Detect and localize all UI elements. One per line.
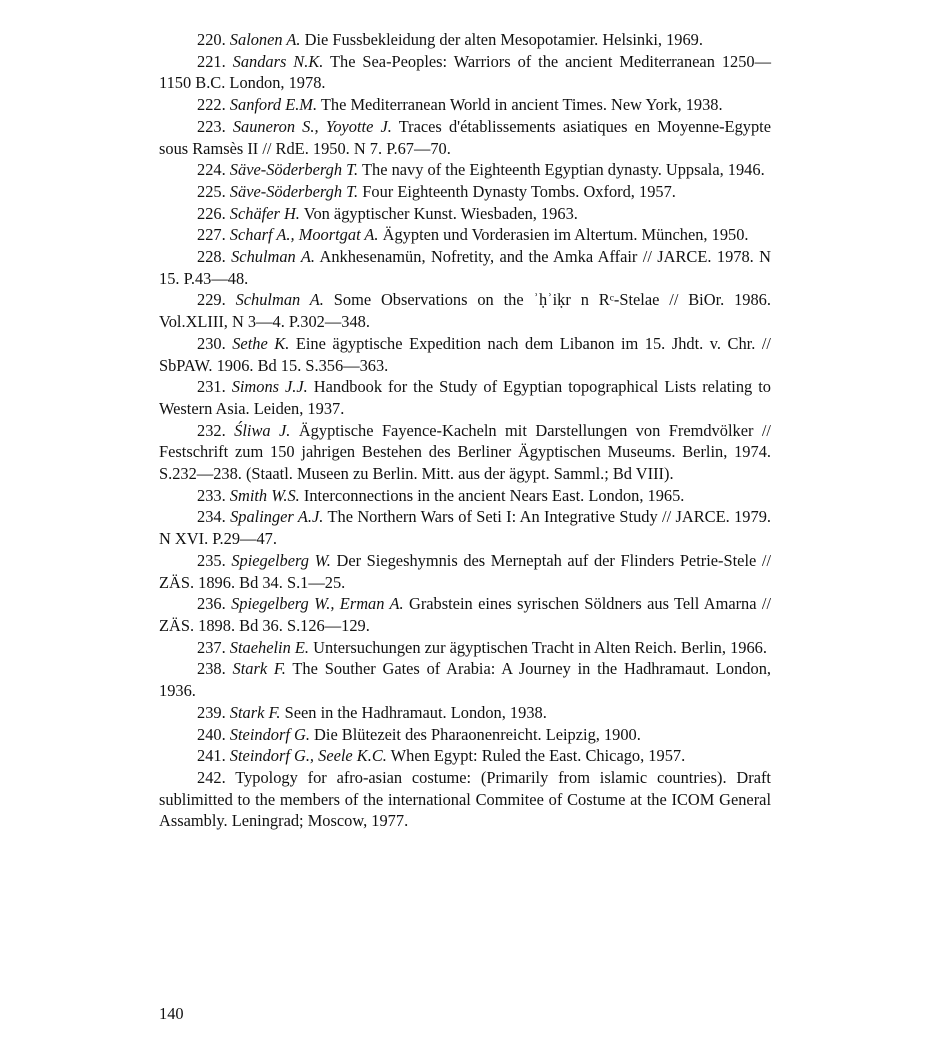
entry-text: Handbook for the Study of Egyptian topographical Lists relating to Western Asia. Leiden, 1937. bbox=[159, 377, 771, 418]
entry-number: 232. bbox=[197, 420, 226, 440]
entry-author: Scharf A., Moortgat A. bbox=[229, 225, 379, 245]
bibliography-entry bbox=[159, 29, 771, 51]
entry-text: Interconnections in the ancient Nears East. London, 1965. bbox=[303, 485, 685, 505]
entry-text: The navy of the Eighteenth Egyptian dynasty. Uppsala, 1946. bbox=[361, 160, 765, 180]
entry-author: Schulman A. bbox=[231, 247, 315, 267]
entry-number: 239. bbox=[197, 702, 226, 722]
entry-number: 227. bbox=[197, 225, 226, 245]
entry-text: Traces d'établissements asiatiques en Moyenne-Egypte sous Ramsès II // RdE. 1950. N 7. P.67—70. bbox=[159, 116, 771, 158]
entry-text: Der Siegeshymnis des Merneptah auf der Flinders Petrie-Stele // ZÄS. 1896. Bd 34. S.1—25. bbox=[159, 550, 771, 592]
entry-number: 223. bbox=[197, 116, 226, 136]
entry-author: Sanford E.M. bbox=[229, 95, 318, 115]
bibliography-entry bbox=[159, 637, 771, 659]
entry-author: Steindorf G. bbox=[229, 724, 310, 744]
entry-text: Grabstein eines syrischen Söldners aus Tell Amarna // ZÄS. 1898. Bd 36. S.126—129. bbox=[159, 594, 771, 635]
bibliography-entry bbox=[159, 51, 771, 94]
entry-text: Four Eighteenth Dynasty Tombs. Oxford, 1957. bbox=[362, 181, 676, 201]
bibliography-entry bbox=[159, 94, 771, 116]
entry-author: Simons J.J. bbox=[231, 377, 308, 397]
entry-number: 241. bbox=[197, 746, 226, 766]
bibliography-entry bbox=[159, 724, 771, 746]
bibliography-entry bbox=[159, 550, 771, 593]
entry-number: 230. bbox=[197, 333, 226, 353]
bibliography-entry bbox=[159, 702, 771, 724]
entry-text: The Northern Wars of Seti I: An Integrative Study // JARCE. 1979. N XVI. P.29—47. bbox=[159, 507, 771, 549]
entry-number: 221. bbox=[197, 51, 226, 71]
entry-author: Staehelin E. bbox=[229, 637, 309, 657]
entry-author: Sandars N.K. bbox=[232, 51, 324, 71]
bibliography-entry bbox=[159, 485, 771, 507]
entry-author: Spiegelberg W. bbox=[231, 550, 331, 570]
entry-author: Säve-Söderbergh T. bbox=[229, 160, 359, 180]
entry-author: Smith W.S. bbox=[229, 485, 300, 505]
bibliography-entry bbox=[159, 116, 771, 159]
entry-text: Ägyptische Fayence-Kacheln mit Darstellungen von Fremdvölker // Festschrift zum 150 jahrigen Bestehen des Berliner Ägyptischen Museums. Berlin, 1974. S.232—238. (Staatl. Museen zu Berlin. Mitt. aus der ägypt. Samml.; Bd VIII). bbox=[159, 420, 771, 484]
entry-author: Steindorf G., Seele K.C. bbox=[229, 746, 387, 766]
entry-author: Schäfer H. bbox=[229, 203, 300, 223]
entry-text: Ägypten und Vorderasien im Altertum. München, 1950. bbox=[382, 225, 749, 245]
bibliography-entry bbox=[159, 658, 771, 701]
entry-number: 225. bbox=[197, 181, 226, 201]
bibliography-entry bbox=[159, 159, 771, 181]
entry-author: Säve-Söderbergh T. bbox=[229, 181, 359, 201]
entry-author: Spalinger A.J. bbox=[230, 507, 324, 527]
entry-number: 242. bbox=[197, 767, 226, 787]
bibliography-entry bbox=[159, 203, 771, 225]
bibliography-entry bbox=[159, 506, 771, 549]
entry-author: Sauneron S., Yoyotte J. bbox=[232, 116, 392, 136]
entry-number: 240. bbox=[197, 724, 226, 744]
entry-text: Die Fussbekleidung der alten Mesopotamier. Helsinki, 1969. bbox=[304, 30, 703, 49]
entry-number: 236. bbox=[197, 594, 226, 614]
entry-text: Die Blütezeit des Pharaonenreicht. Leipzig, 1900. bbox=[314, 724, 641, 744]
entry-text: Seen in the Hadhramaut. London, 1938. bbox=[284, 702, 547, 722]
bibliography-entry bbox=[159, 376, 771, 419]
entry-text: The Mediterranean World in ancient Times. New York, 1938. bbox=[320, 95, 723, 115]
entry-text: Untersuchungen zur ägyptischen Tracht in Alten Reich. Berlin, 1966. bbox=[313, 637, 767, 657]
entry-text: Eine ägyptische Expedition nach dem Libanon im 15. Jhdt. v. Chr. // SbPAW. 1906. Bd 15. S.356—363. bbox=[159, 333, 771, 375]
page-number: 140 bbox=[159, 1004, 184, 1023]
entry-text: Typology for afro-asian costume: (Primarily from islamic countries). Draft sublimitted to the members of the international Commitee of Costume at the ICOM General Assambly. Leningrad; Moscow, 1977. bbox=[159, 767, 771, 831]
entry-author: Spiegelberg W., Erman A. bbox=[231, 594, 404, 614]
entry-number: 235. bbox=[197, 550, 226, 570]
entry-number: 233. bbox=[197, 485, 226, 505]
entry-author: Salonen A. bbox=[229, 30, 301, 49]
bibliography-entry bbox=[159, 181, 771, 203]
entry-text: The Souther Gates of Arabia: A Journey in the Hadhramaut. London, 1936. bbox=[159, 659, 771, 701]
entry-number: 234. bbox=[197, 507, 226, 527]
entry-number: 238. bbox=[197, 659, 226, 679]
bibliography-entry bbox=[159, 333, 771, 376]
entry-author: Stark F. bbox=[229, 702, 281, 722]
bibliography-entry bbox=[159, 593, 771, 636]
bibliography-entry bbox=[159, 246, 771, 289]
bibliography-entry bbox=[159, 745, 771, 767]
entry-text: Some Observations on the ʾḥʾiḳr n Rᶜ-Stelae // BiOr. 1986. Vol.XLIII, N 3—4. P.302—348. bbox=[159, 290, 771, 332]
entry-author: Stark F. bbox=[232, 659, 286, 679]
entry-number: 229. bbox=[197, 290, 226, 310]
entry-author: Śliwa J. bbox=[234, 420, 291, 440]
entry-number: 224. bbox=[197, 160, 226, 180]
entry-number: 220. bbox=[197, 30, 226, 49]
bibliography-entry bbox=[159, 224, 771, 246]
entry-author: Schulman A. bbox=[235, 290, 324, 310]
entry-text: Von ägyptischer Kunst. Wiesbaden, 1963. bbox=[303, 203, 578, 223]
bibliography-entry bbox=[159, 767, 771, 832]
entry-number: 228. bbox=[197, 247, 226, 267]
bibliography-list bbox=[159, 29, 771, 832]
entry-text: Ankhesenamün, Nofretity, and the Amka Affair // JARCE. 1978. N 15. P.43—48. bbox=[159, 247, 771, 288]
entry-number: 231. bbox=[197, 377, 226, 397]
bibliography-entry bbox=[159, 289, 771, 332]
bibliography-entry bbox=[159, 420, 771, 485]
entry-author: Sethe K. bbox=[232, 333, 290, 353]
entry-number: 226. bbox=[197, 203, 226, 223]
entry-number: 222. bbox=[197, 95, 226, 115]
entry-text: When Egypt: Ruled the East. Chicago, 1957. bbox=[390, 746, 686, 766]
entry-text: The Sea-Peoples: Warriors of the ancient Mediterranean 1250—1150 B.C. London, 1978. bbox=[159, 51, 771, 93]
entry-number: 237. bbox=[197, 637, 226, 657]
